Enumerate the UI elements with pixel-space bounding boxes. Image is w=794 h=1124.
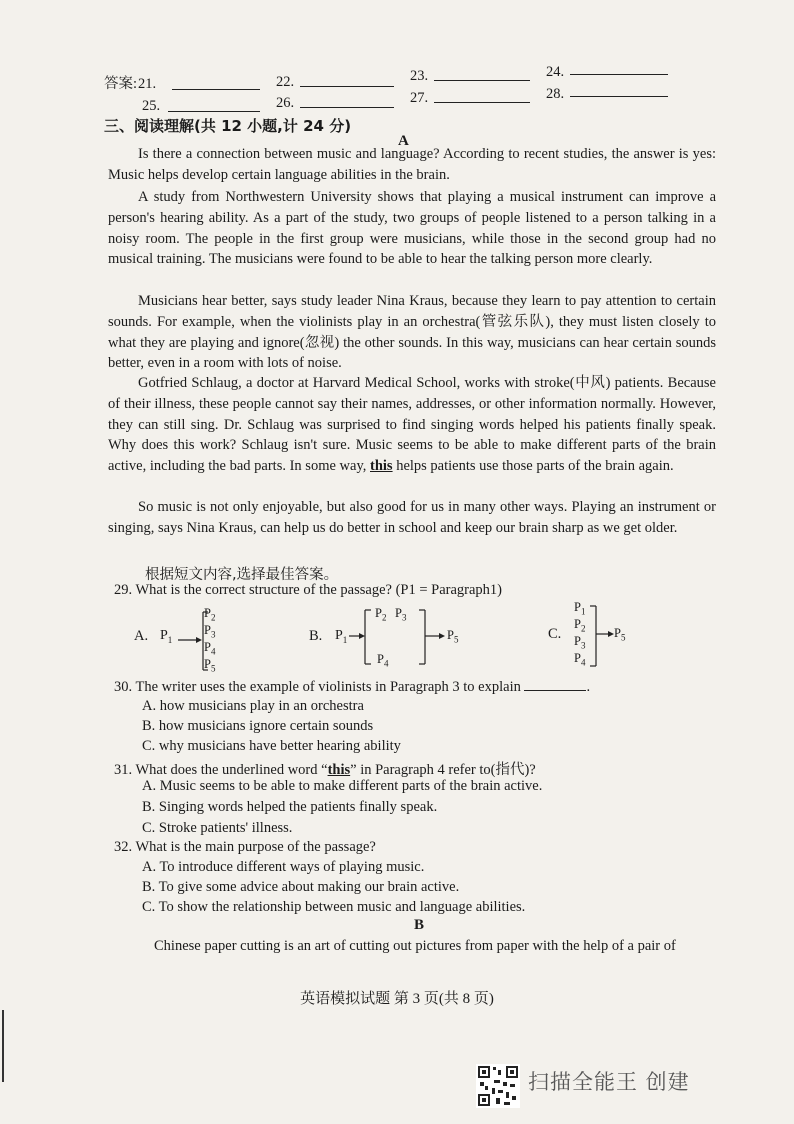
structure-option-a[interactable] [134, 604, 254, 674]
structure-p5: $P_5$ [614, 626, 626, 643]
answer-number: 22. [276, 74, 295, 90]
structure-p1: $P_1$ [574, 600, 586, 617]
answer-label: 答案: [104, 76, 138, 92]
passage-a-paragraph-5: So music is not only enjoyable, but also good for us in many other ways. Playing an instrument or singing, says Nina Kraus, can help us do better in school and keep our brain sharp as we get older. [108, 499, 716, 536]
question-30-stem: 30. The writer uses the example of violinists in Paragraph 3 to explain . [114, 679, 591, 695]
passage-b-first-line: Chinese paper cutting is an art of cutting out pictures from paper with the help of a pair of [154, 938, 676, 954]
passage-a-paragraph-2: A study from Northwestern University shows that playing a musical instrument can improve a person's hearing ability. As a part of the study, two groups of people listened to a person talking in a noisy room. The people in the first group were musicians, while those in the second group had no musical training. The musicians were found to be able to hear the talking person more clearly. [108, 189, 716, 268]
answer-blank[interactable] [570, 60, 668, 75]
question-29-stem: 29. What is the correct structure of the passage? (P1 = Paragraph1) [114, 582, 502, 598]
answer-blank[interactable] [434, 66, 530, 81]
option-a-label: A. [134, 628, 149, 644]
answer-number: 28. [546, 86, 565, 102]
question-31-option-b[interactable]: B. Singing words helped the patients finally speak. [142, 799, 438, 815]
question-32-option-b[interactable]: B. To give some advice about making our brain active. [142, 879, 460, 895]
option-b-label: B. [309, 628, 323, 644]
question-32-stem: 32. What is the main purpose of the passage? [114, 839, 376, 855]
structure-p4: $P_4$ [204, 640, 216, 657]
page-footer: 英语模拟试题 第 3 页(共 8 页) [300, 991, 494, 1007]
structure-p2: $P_2$ [574, 617, 586, 634]
answer-blank[interactable] [300, 72, 394, 87]
question-31-stem: 31. What does the underlined word “this” in Paragraph 4 refer to(指代)? [114, 762, 536, 778]
underlined-word-this: this [327, 762, 351, 778]
section-title: 三、阅读理解(共 12 小题,计 24 分) [104, 117, 352, 135]
structure-p4: $P_4$ [377, 652, 389, 669]
structure-p3: $P_3$ [395, 606, 407, 623]
answer-number: 26. [276, 95, 295, 111]
answer-number: 27. [410, 90, 429, 106]
answer-number: 25. [142, 98, 161, 114]
question-30-option-a[interactable]: A. how musicians play in an orchestra [142, 698, 364, 714]
answer-blank[interactable] [168, 97, 260, 112]
instruction: 根据短文内容,选择最佳答案。 [145, 567, 339, 583]
structure-option-c[interactable] [548, 598, 658, 676]
passage-a-paragraph-3: Musicians hear better, says study leader Nina Kraus, because they learn to pay attention to certain sounds. For example, when the violinists play in an orchestra(管弦乐队), they must listen closely to what they are playing and ignore(忽视) the other sounds. In this way, musicians can hear certain sounds better, even in a room with lots of noise. [108, 293, 716, 372]
answer-blank[interactable] [300, 93, 394, 108]
answer-blank[interactable] [434, 88, 530, 103]
structure-p2: $P_2$ [204, 606, 216, 623]
question-31-option-a[interactable]: A. Music seems to be able to make different parts of the brain active. [142, 778, 543, 794]
scan-margin-line [2, 1010, 4, 1082]
answer-number: 24. [546, 64, 565, 80]
qr-code-icon [476, 1064, 520, 1108]
question-31-option-c[interactable]: C. Stroke patients' illness. [142, 820, 293, 836]
answer-blank[interactable] [172, 75, 260, 90]
answer-blank[interactable] [570, 82, 668, 97]
passage-b-letter: B [414, 917, 425, 933]
passage-a-paragraph-1: Is there a connection between music and language? According to recent studies, the answer is yes: Music helps develop certain language abilities in the brain. [108, 146, 716, 183]
scanner-watermark: 扫描全能王 创建 [528, 1070, 690, 1094]
underlined-word-this: this [370, 458, 393, 475]
structure-p2: $P_2$ [375, 606, 387, 623]
structure-p3: $P_3$ [204, 623, 216, 640]
option-c-label: C. [548, 626, 562, 642]
structure-p1: $P_1$ [335, 628, 348, 645]
structure-p5: $P_5$ [204, 657, 216, 674]
question-30-option-c[interactable]: C. why musicians have better hearing ability [142, 738, 401, 754]
answer-blank[interactable] [524, 678, 586, 691]
answer-number: 23. [410, 68, 429, 84]
passage-a-paragraph-4: Gotfried Schlaug, a doctor at Harvard Medical School, works with stroke(中风) patients. Because of their illness, these people cannot say their names, addresses, or other information normally. However, they can still sing. Dr. Schlaug was surprised to find singing words helped his patients finally speak. Why does this work? Schlaug isn't sure. Music seems to be able to make different parts of the brain active, including the bad parts. In some way, this helps patients use those parts of the brain again. [108, 375, 716, 475]
structure-p4: $P_4$ [574, 651, 586, 668]
question-32-option-c[interactable]: C. To show the relationship between music and language abilities. [142, 899, 526, 915]
structure-p5: $P_5$ [447, 628, 459, 645]
structure-p3: $P_3$ [574, 634, 586, 651]
question-32-option-a[interactable]: A. To introduce different ways of playing music. [142, 859, 425, 875]
structure-option-b[interactable] [309, 604, 479, 674]
question-30-option-b[interactable]: B. how musicians ignore certain sounds [142, 718, 374, 734]
answer-number: 21. [138, 76, 157, 92]
structure-p1: $P_1$ [160, 628, 173, 645]
passage-a-letter: A [398, 133, 409, 149]
